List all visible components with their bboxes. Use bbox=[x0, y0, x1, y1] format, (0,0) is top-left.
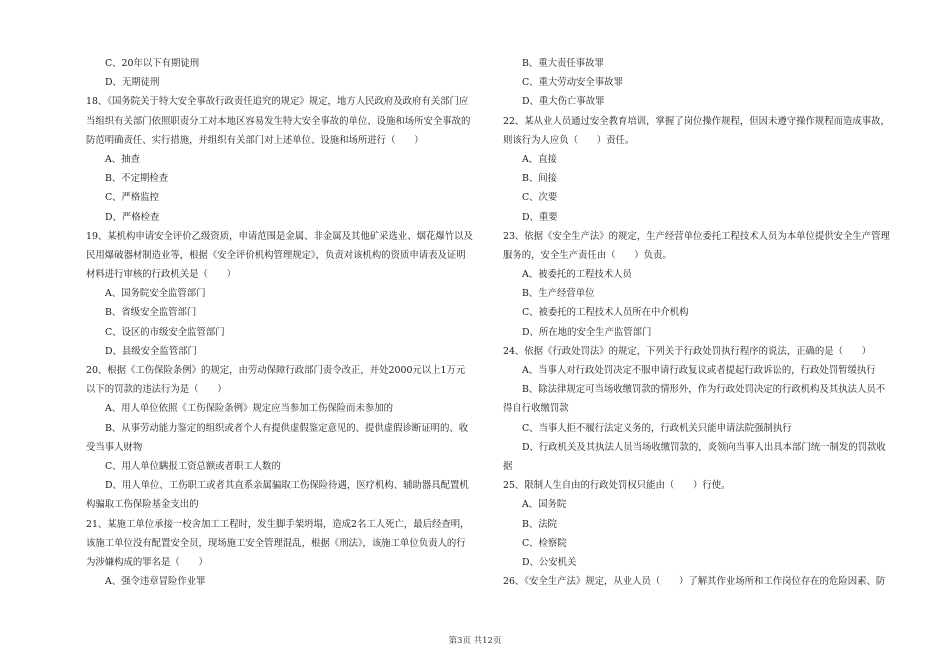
left-column bbox=[86, 54, 486, 591]
text-line: A、用人单位依照《工伤保险条例》规定应当参加工伤保险而未参加的 bbox=[105, 403, 394, 415]
text-line: A、强令违章冒险作业罪 bbox=[105, 576, 206, 588]
text-line: D、县级安全监管部门 bbox=[105, 345, 197, 357]
text-line: C、重大劳动安全事故罪 bbox=[522, 77, 623, 89]
text-line: A、当事人对行政处罚决定不服申请行政复议或者提起行政诉讼的，行政处罚暂缓执行 bbox=[522, 365, 876, 376]
text-line: B、法院 bbox=[522, 518, 558, 530]
text-line: 民用爆破器材制造业等，根据《安全评价机构管理规定》，负责对该机构的资质申请表及证明 bbox=[86, 249, 466, 261]
text-line: 26、《安全生产法》规定，从业人员（ ）了解其作业场所和工作岗位存在的危险因素、防 bbox=[503, 576, 886, 588]
text-line: B、从事劳动能力鉴定的组织或者个人有提供虚假鉴定意见的、提供虚假诊断证明的、收 bbox=[105, 422, 469, 434]
text-line: B、除法律规定可当场收缴罚款的情形外，作为行政处罚决定的行政机构及其执法人员不 bbox=[522, 384, 886, 396]
text-line: 得自行收缴罚款 bbox=[503, 403, 569, 415]
text-line: 以下的罚款的违法行为是（ ） bbox=[86, 384, 227, 396]
text-line: D、用人单位、工伤职工或者其直系亲属骗取工伤保险待遇，医疗机构、辅助器具配置机 bbox=[105, 480, 469, 492]
text-line: 该施工单位没有配置安全员，现场施工安全管理混乱，根据《刑法》，该施工单位负责人的行 bbox=[86, 537, 466, 549]
text-line: A、国务院安全监管部门 bbox=[105, 288, 206, 300]
text-line: 则该行为人应负（ ）责任。 bbox=[503, 134, 635, 146]
text-line: C、当事人拒不履行法定义务的，行政机关只能申请法院强制执行 bbox=[522, 422, 792, 434]
text-line: C、严格监控 bbox=[105, 192, 160, 204]
text-line: B、重大责任事故罪 bbox=[522, 58, 604, 69]
text-line: B、间接 bbox=[522, 173, 558, 185]
text-line: 受当事人财物 bbox=[86, 441, 143, 453]
text-line: B、省级安全监管部门 bbox=[105, 307, 197, 319]
text-line: 19、某机构申请安全评价乙级资质，申请范围是金属、非金属及其他矿采选业、烟花爆竹以及 bbox=[86, 230, 473, 242]
text-line: A、被委托的工程技术人员 bbox=[522, 269, 632, 281]
text-line: 21、某施工单位承接一校舍加工工程时，发生脚手架坍塌，造成2名工人死亡，最后经查明， bbox=[86, 518, 470, 530]
text-line: 据 bbox=[503, 460, 513, 472]
text-line: C、用人单位瞒报工资总额或者职工人数的 bbox=[105, 460, 281, 472]
text-line: B、不定期检查 bbox=[105, 173, 169, 185]
text-line: 为涉嫌构成的罪名是（ ） bbox=[86, 556, 208, 568]
text-line: 当组织有关部门依照职责分工对本地区容易发生特大安全事故的单位、设施和场所安全事故的 bbox=[86, 115, 471, 127]
text-line: 服务的，安全生产责任由（ ）负责。 bbox=[503, 249, 672, 261]
text-line: D、重大伤亡事故罪 bbox=[522, 96, 605, 108]
text-line: D、公安机关 bbox=[522, 556, 577, 568]
text-line: D、所在地的安全生产监管部门 bbox=[522, 326, 652, 338]
text-line: 23、依据《安全生产法》的规定，生产经营单位委托工程技术人员为本单位提供安全生产管理 bbox=[503, 230, 890, 242]
text-line: D、无期徒刑 bbox=[105, 77, 160, 89]
text-line: A、抽查 bbox=[105, 153, 140, 165]
right-column bbox=[503, 54, 903, 591]
text-line: C、设区的市级安全监管部门 bbox=[105, 326, 225, 338]
text-line: 25、限制人生自由的行政处罚权只能由（ ）行使。 bbox=[503, 480, 731, 492]
text-line: A、国务院 bbox=[522, 499, 567, 511]
text-line: 防范明确责任、实行措施，并组织有关部门对上述单位、设施和场所进行（ ） bbox=[86, 134, 424, 146]
text-line: D、严格检查 bbox=[105, 211, 160, 223]
text-line: D、行政机关及其执法人员当场收缴罚款的，炎领向当事人出具本部门统一制发的罚款收 bbox=[522, 441, 886, 453]
page-footer: 第3页 共12页 bbox=[448, 636, 502, 646]
text-line: 22、某从业人员通过安全教育培训，掌握了岗位操作规程，但因未遵守操作规程而造成事故， bbox=[503, 115, 890, 127]
text-line: B、生产经营单位 bbox=[522, 288, 595, 300]
text-line: D、重要 bbox=[522, 211, 558, 223]
text-line: 构骗取工伤保险基金支出的 bbox=[86, 499, 199, 511]
text-line: 20、根据《工伤保险条例》的规定，由劳动保障行政部门责令改正，并处2000元以上1万元 bbox=[86, 365, 466, 376]
text-line: C、20年以下有期徒刑 bbox=[105, 58, 200, 69]
text-line: C、检察院 bbox=[522, 537, 567, 549]
text-line: 24、依据《行政处罚法》的规定，下列关于行政处罚执行程序的说法，正确的是（ ） bbox=[503, 345, 872, 357]
text-line: A、直接 bbox=[522, 153, 557, 165]
text-line: 材料进行审核的行政机关是（ ） bbox=[86, 269, 237, 281]
text-line: 18、《国务院关于特大安全事故行政责任追究的规定》规定，地方人民政府及政府有关部门应 bbox=[86, 96, 469, 108]
text-line: C、次要 bbox=[522, 192, 558, 204]
text-line: C、被委托的工程技术人员所在中介机构 bbox=[522, 307, 689, 319]
